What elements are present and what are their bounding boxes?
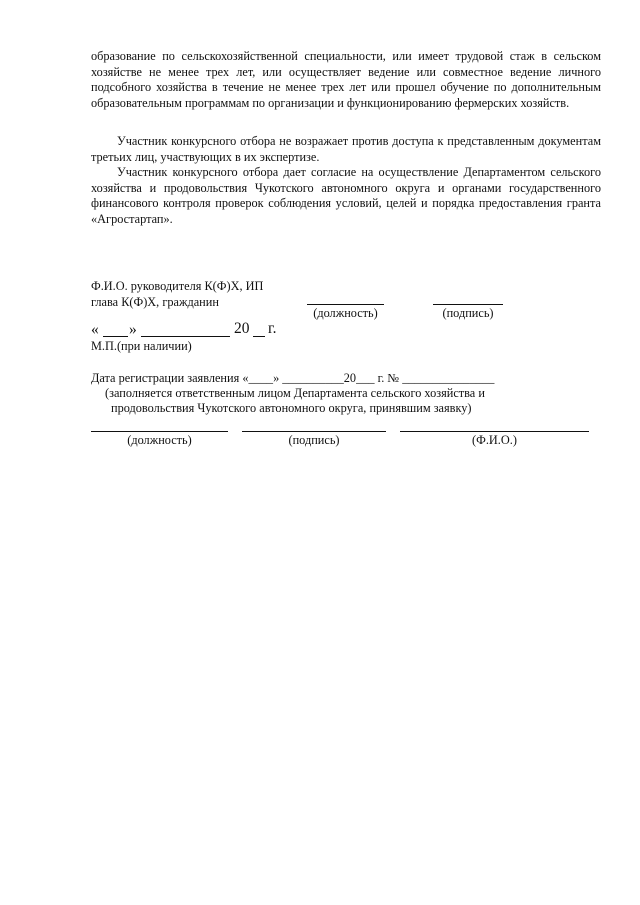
registrar-position-caption: (должность) bbox=[127, 433, 192, 447]
signature-field-line[interactable] bbox=[433, 304, 503, 305]
date-year-line[interactable] bbox=[253, 336, 265, 337]
year-prefix: 20 bbox=[234, 320, 250, 337]
registrar-name-line[interactable] bbox=[400, 431, 589, 432]
applicant-label-line1: Ф.И.О. руководителя К(Ф)Х, ИП bbox=[91, 279, 264, 293]
date-open-quote: « bbox=[91, 321, 99, 338]
registrar-name-caption: (Ф.И.О.) bbox=[472, 433, 517, 447]
stamp-note: М.П.(при наличии) bbox=[91, 339, 192, 353]
paragraph-consent: Участник конкурсного отбора дает согласие на осуществление Департаментом сельского хозяйства и продовольствия Чукотского автономного округа и органами государственного финансового контроля проверок соблюдения условий, целей и порядка предоставления гранта «Агростартап». bbox=[91, 165, 601, 226]
signature-caption: (подпись) bbox=[442, 306, 494, 320]
position-field-line[interactable] bbox=[307, 304, 384, 305]
registrar-signature-caption: (подпись) bbox=[288, 433, 340, 447]
year-suffix: г. bbox=[268, 320, 277, 337]
date-day-line[interactable] bbox=[103, 336, 128, 337]
registrar-signature-line[interactable] bbox=[242, 431, 386, 432]
date-month-line[interactable] bbox=[141, 336, 230, 337]
applicant-label-line2: глава К(Ф)Х, гражданин bbox=[91, 295, 219, 309]
registration-label: Дата регистрации заявления «____» __________20___ г. № _______________ bbox=[91, 371, 495, 385]
position-caption: (должность) bbox=[313, 306, 378, 320]
registration-note-line1: (заполняется ответственным лицом Департамента сельского хозяйства и bbox=[105, 386, 485, 400]
paragraph-education: образование по сельскохозяйственной специальности, или имеет трудовой стаж в сельском хозяйстве не менее трех лет, или осуществляет ведение или совместное ведение личного подсобного хозяйства в течение не менее трех лет или прошел обучение по дополнительным образовательным программам по организации и функционированию фермерских хозяйств. bbox=[91, 49, 601, 110]
date-close-quote: » bbox=[129, 321, 137, 338]
registrar-position-line[interactable] bbox=[91, 431, 228, 432]
paragraph-no-objection: Участник конкурсного отбора не возражает против доступа к представленным документам третьих лиц, участвующих в их экспертизе. bbox=[91, 134, 601, 164]
registration-note-line2: продовольствия Чукотского автономного округа, принявшим заявку) bbox=[111, 401, 472, 415]
